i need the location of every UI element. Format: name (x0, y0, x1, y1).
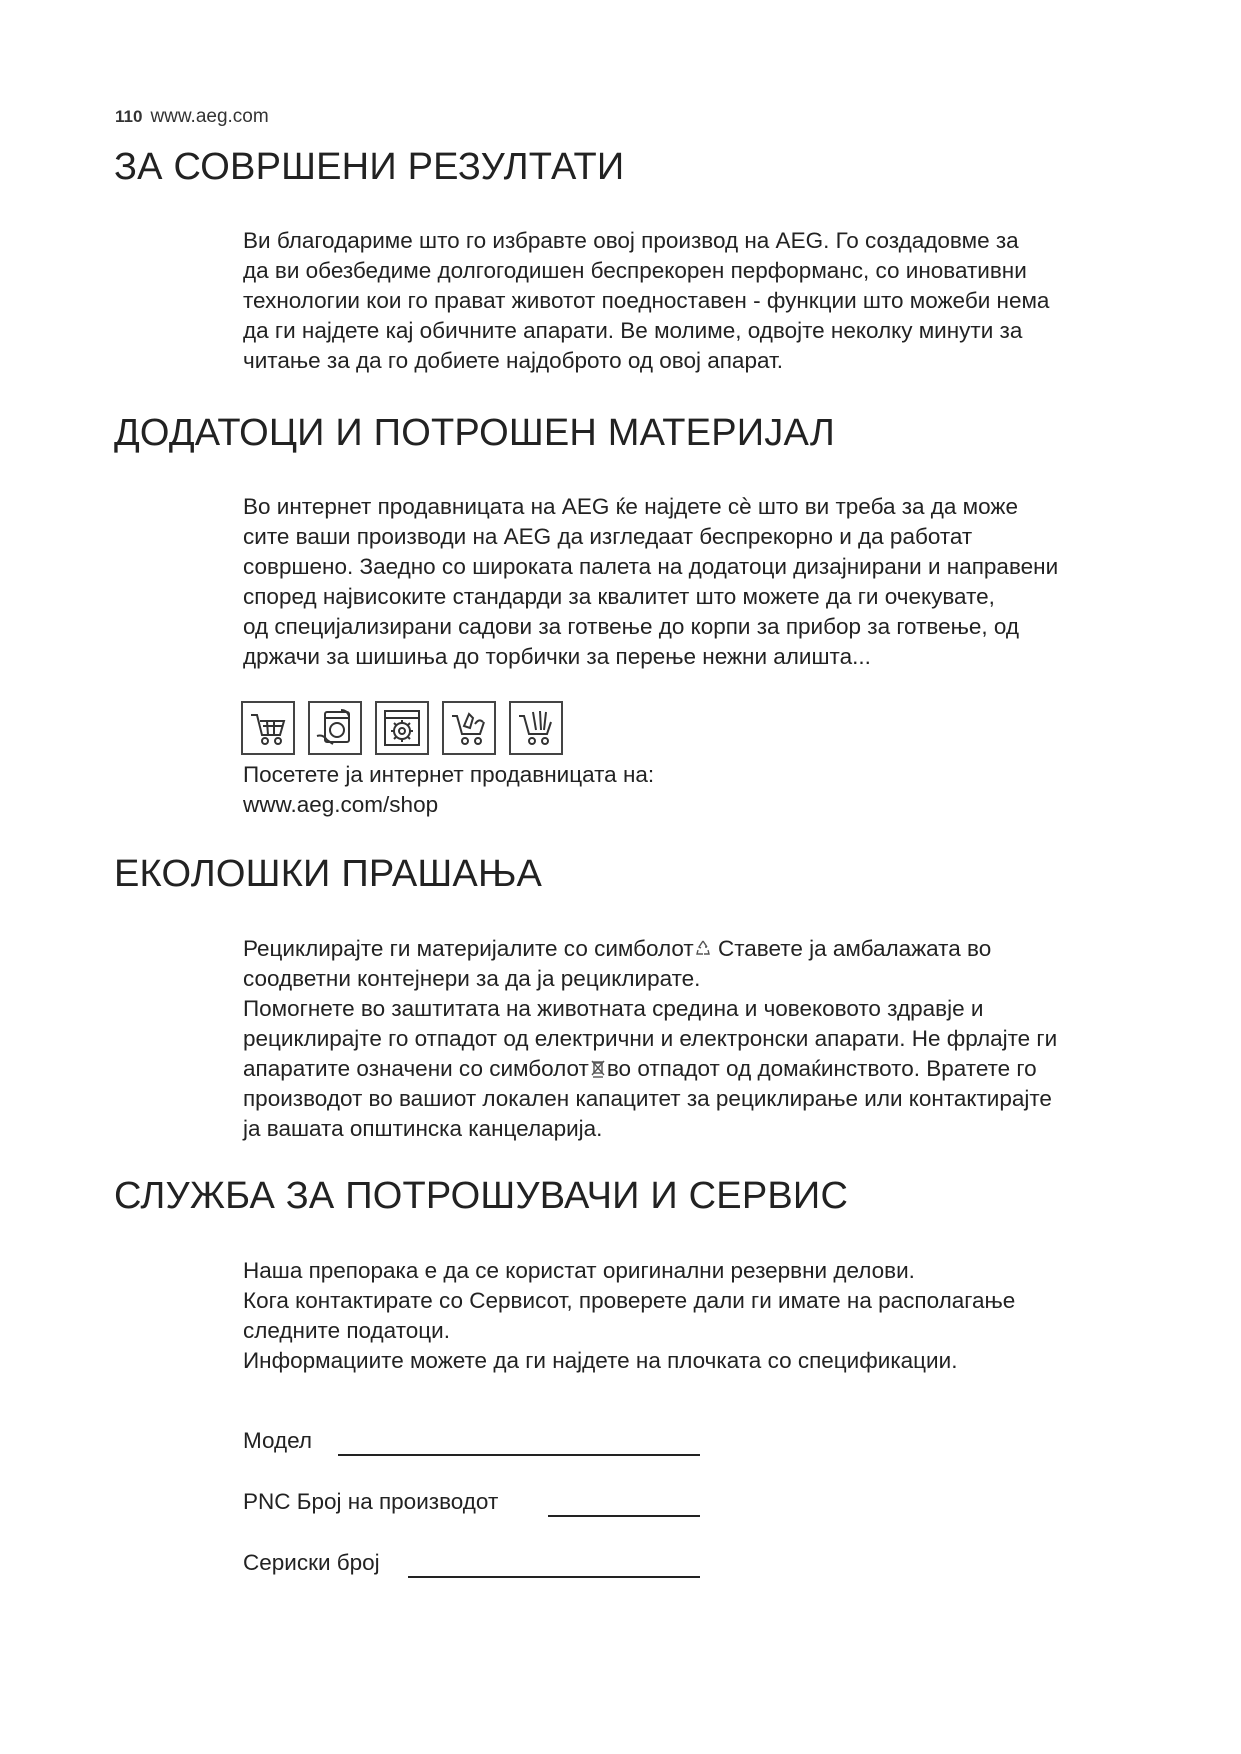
text-line: Во интернет продавницата на AEG ќе најдете сѐ што ви треба за да може (243, 494, 1018, 519)
text-segment: Рециклирајте ги материјалите со симболот (243, 936, 694, 961)
environment-paragraph (243, 934, 1173, 1144)
model-label: Модел (243, 1428, 313, 1453)
text-line: Наша препорака е да се користат оригинални резервни делови. (243, 1258, 915, 1283)
text-line: ја вашата општинска канцеларија. (243, 1116, 603, 1141)
washing-machine-hands-icon (308, 701, 362, 755)
recycle-icon (694, 938, 712, 958)
page-header (115, 106, 269, 128)
shop-visit-block (243, 760, 1173, 820)
cart-with-utensils-icon (509, 701, 563, 755)
text-line: Кога контактирате со Сервисот, проверете дали ги имате на располагање (243, 1288, 1016, 1313)
shop-icons-row (241, 701, 563, 755)
text-line: читање за да го добиете најдоброто од овој апарат. (243, 348, 784, 373)
text-segment: Ставете ја амбалажата во (711, 936, 992, 961)
text-segment: апаратите означени со симболот (243, 1056, 589, 1081)
accessories-paragraph (243, 492, 1173, 672)
visit-label: Посетете ја интернет продавницата на: (243, 762, 655, 787)
text-line: според највисоките стандарди за квалитет што можете да ги очекувате, (243, 584, 995, 609)
shop-link[interactable]: www.aeg.com/shop (243, 792, 439, 817)
text-line: Информациите можете да ги најдете на плочката со спецификации. (243, 1348, 958, 1373)
text-line: да ви обезбедиме долгогодишен беспрекорен перформанс, со иновативни (243, 258, 1027, 283)
pnc-field (243, 1489, 498, 1515)
text-line: технологии кои го прават животот поедноставен - функции што можеби нема (243, 288, 1050, 313)
appliance-gear-icon (375, 701, 429, 755)
section-heading-results: ЗА СОВРШЕНИ РЕЗУЛТАТИ (114, 146, 625, 188)
shopping-cart-icon (241, 701, 295, 755)
serial-label: Сериски број (243, 1550, 380, 1575)
text-line (243, 1054, 1173, 1084)
intro-paragraph (243, 226, 1173, 376)
serial-blank-line[interactable] (408, 1576, 700, 1578)
text-line: совршено. Заедно со широката палета на додатоци дизајнирани и направени (243, 554, 1059, 579)
pnc-blank-line[interactable] (548, 1515, 700, 1517)
text-segment: во отпадот од домаќинството. Вратете го (606, 1056, 1037, 1081)
header-url: www.aeg.com (150, 106, 269, 127)
page-number: 110 (115, 107, 143, 126)
text-line: Ви благодариме што го избравте овој производ на AEG. Го создадовме за (243, 228, 1019, 253)
text-line: производот во вашиот локален капацитет за рециклирање или контактирајте (243, 1086, 1052, 1111)
section-heading-environment: ЕКОЛОШКИ ПРАШАЊА (114, 853, 543, 895)
serial-field (243, 1550, 380, 1576)
text-line: држачи за шишиња до торбички за перење нежни алишта... (243, 644, 871, 669)
text-line: да ги најдете кај обичните апарати. Ве молиме, одвојте неколку минути за (243, 318, 1023, 343)
service-paragraph (243, 1256, 1173, 1376)
text-line: следните податоци. (243, 1318, 450, 1343)
text-line: сите ваши производи на AEG да изгледаат беспрекорно и да работат (243, 524, 973, 549)
section-heading-accessories: ДОДАТОЦИ И ПОТРОШЕН МАТЕРИЈАЛ (114, 412, 835, 454)
model-field (243, 1428, 312, 1454)
model-blank-line[interactable] (338, 1454, 700, 1456)
text-line: соодветни контејнери за да ја рециклирате. (243, 966, 701, 991)
text-line: од специјализирани садови за готвење до корпи за прибор за готвење, од (243, 614, 1020, 639)
section-heading-service: СЛУЖБА ЗА ПОТРОШУВАЧИ И СЕРВИС (114, 1175, 849, 1217)
text-line (243, 934, 1173, 964)
text-line: Помогнете во заштитата на животната средина и човековото здравје и (243, 996, 984, 1021)
text-line: рециклирајте го отпадот од електрични и електронски апарати. Не фрлајте ги (243, 1026, 1058, 1051)
crossed-bin-icon (589, 1058, 607, 1078)
pnc-label: PNC Број на производот (243, 1489, 499, 1514)
cart-with-bottle-icon (442, 701, 496, 755)
